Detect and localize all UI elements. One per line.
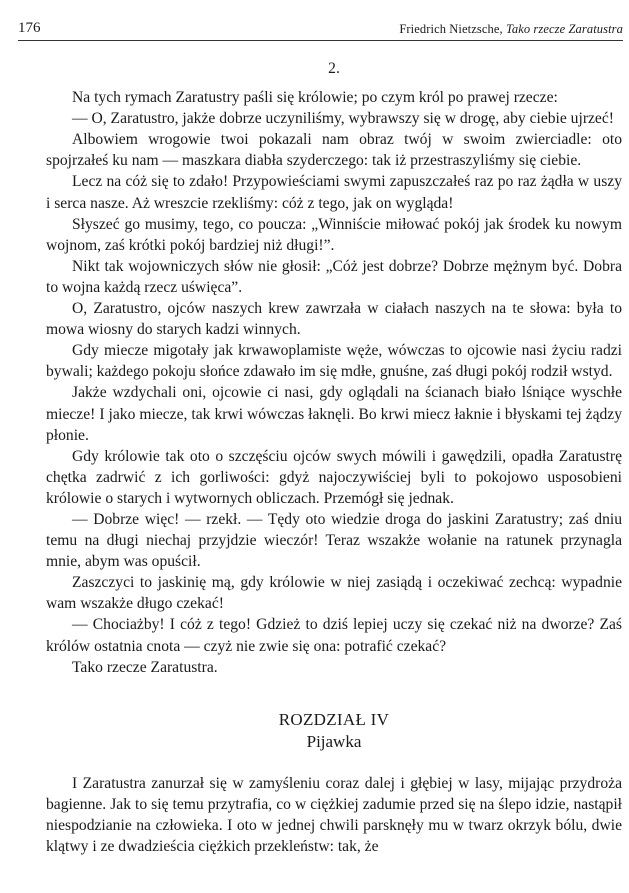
header-rule bbox=[18, 40, 623, 41]
body-text bbox=[46, 58, 622, 857]
header-book-title: Tako rzecze Zaratustra bbox=[505, 22, 623, 36]
section-number: 2. bbox=[328, 60, 340, 77]
header-title bbox=[399, 22, 623, 37]
paragraph: — Chociażby! I cóż z tego! Gdzież to dziś lepiej uczy się czekać niż na dworze? Zaś królów ostatnia cnota — czyż nie zwie się ona: potrafić czekać? bbox=[46, 616, 622, 655]
paragraph: Na tych rymach Zaratustry paśli się królowie; po czym król po prawej rzecze: bbox=[72, 89, 558, 107]
paragraph: Słyszeć go musimy, tego, co poucza: „Winniście miłować pokój jak środek ku nowym wojnom, zaś krótki pokój bardziej niż długi!”. bbox=[46, 215, 622, 254]
paragraph: — Dobrze więc! — rzekł. — Tędy oto wiedzie droga do jaskini Zaratustry; zaś dniu temu na długi niechaj przyjdzie wieczór! Teraz wszakże wołanie na ratunek przynagla mnie, abym was opuścił. bbox=[46, 510, 622, 571]
paragraph: Gdy miecze migotały jak krwawoplamiste węże, wówczas to ojcowie nasi życiu radzi bywali; każdego pokoju słońce zdawało im się mdłe, gnuśne, zaś długi pokój rodził wstyd. bbox=[46, 342, 622, 381]
page-number: 176 bbox=[18, 20, 41, 36]
paragraph: Zaszczyci to jaskinię mą, gdy królowie w niej zasiądą i oczekiwać zechcą: wypadnie wam wszakże długo czekać! bbox=[46, 574, 622, 613]
paragraph: Nikt tak wojowniczych słów nie głosił: „Cóż jest dobrze? Dobrze mężnym być. Dobra to wojna każdą rzecz uświęca”. bbox=[46, 257, 622, 296]
chapter-heading: ROZDZIAŁ IV bbox=[278, 709, 390, 729]
header-author: Friedrich Nietzsche, bbox=[399, 22, 503, 36]
chapter-subtitle: Pijawka bbox=[306, 731, 362, 751]
paragraph: O, Zaratustro, ojców naszych krew zawrzała w ciałach naszych na te słowa: była to mowa wiosny do starych kadzi winnych. bbox=[46, 300, 622, 339]
running-head bbox=[18, 16, 623, 38]
paragraph: Albowiem wrogowie twoi pokazali nam obraz twój w swoim zwierciadle: oto spojrzałeś ku nam — maszkara diabła szyderczego: tak iż przestraszyliśmy się ciebie. bbox=[46, 131, 622, 170]
chapter-paragraph: I Zaratustra zanurzał się w zamyśleniu coraz dalej i głębiej w lasy, mijając przydroża bagienne. Jak to się temu przytrafia, co w ciężkiej zadumie przed się na ślepo idzie, nastąpił niespodzianie na człowieka. I oto w jednej chwili parsknęły mu w twarz okrzyk bólu, dwie klątwy i ze dwadzieścia ciężkich przekleństw: tak, że bbox=[46, 774, 622, 855]
paragraph: Lecz na cóż się to zdało! Przypowieściami swymi zapuszczałeś raz po raz żądła w uszy i serca nasze. Aż wreszcie rzekliśmy: cóż z tego, jak on wygląda! bbox=[46, 173, 622, 212]
paragraph: Tako rzecze Zaratustra. bbox=[72, 658, 218, 676]
paragraph: — O, Zaratustro, jakże dobrze uczyniliśmy, wybrawszy się w drogę, aby ciebie ujrzeć! bbox=[72, 110, 614, 128]
paragraph: Gdy królowie tak oto o szczęściu ojców swych mówili i gawędzili, opadła Zaratustrę chętka zadrwić z ich gorliwości: gdyż najoczywiściej byli to pokojowo usposobieni królowie o starych i wytwornych obliczach. Przemógł się jednak. bbox=[46, 447, 622, 507]
paragraph: Jakże wzdychali oni, ojcowie ci nasi, gdy oglądali na ścianach biało lśniące wyschłe miecze! I jako miecze, tak krwi wówczas łaknęli. Bo krwi miecz łaknie i błyskami tej żądzy płonie. bbox=[46, 384, 622, 444]
